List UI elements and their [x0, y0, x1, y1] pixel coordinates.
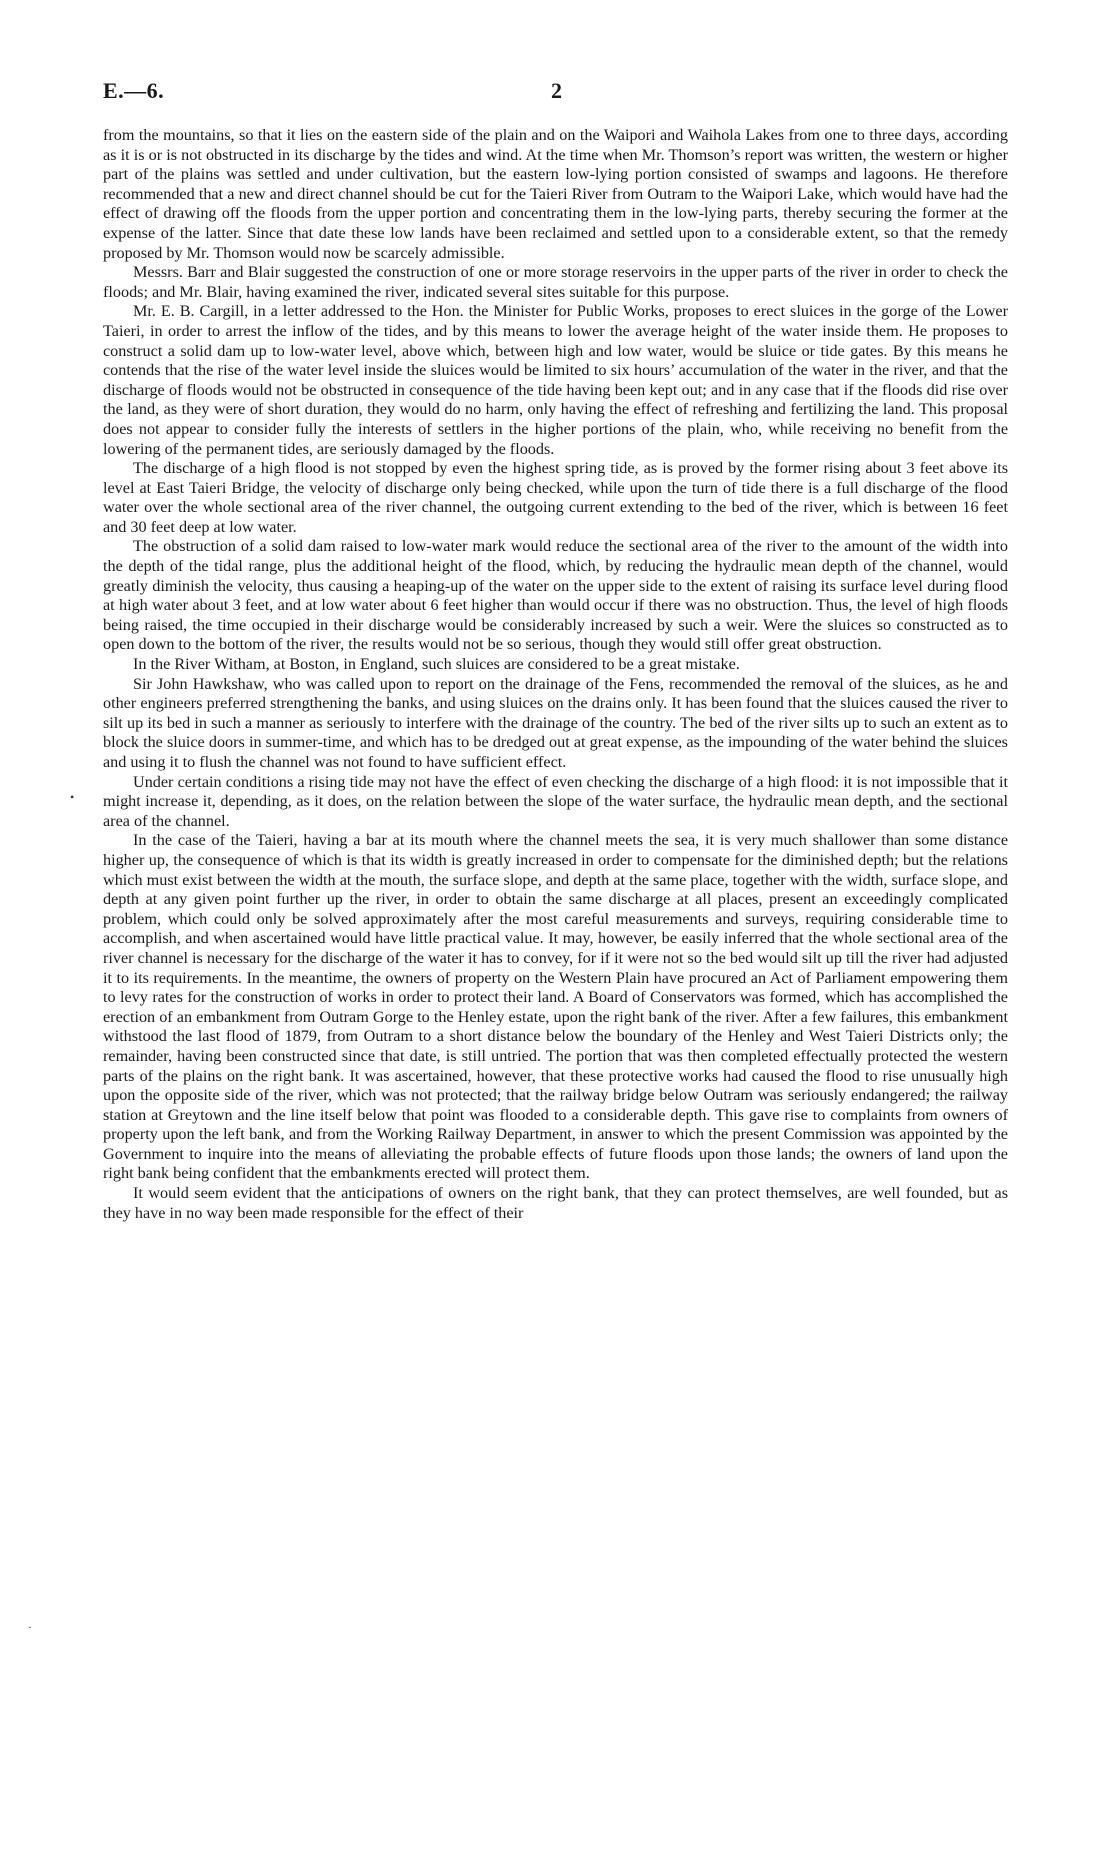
paragraph: Messrs. Barr and Blair suggested the construction of one or more storage reservoirs in the upper parts of the river in order to check the floods; and Mr. Blair, having examined the river, indicated several sites suitable for this purpose. [103, 263, 1008, 301]
paragraph: In the River Witham, at Boston, in England, such sluices are considered to be a great mistake. [133, 655, 740, 674]
body-text [103, 126, 1008, 1223]
margin-speck: · [28, 1620, 32, 1634]
margin-speck: • [70, 790, 75, 804]
paragraph: The discharge of a high flood is not stopped by even the highest spring tide, as is proved by the former rising about 3 feet above its level at East Taieri Bridge, the velocity of discharge only being checked, while upon the turn of tide there is a full discharge of the flood water over the whole sectional area of the river channel, the outgoing current extending to the bed of the river, which is between 16 feet and 30 feet deep at low water. [103, 459, 1008, 536]
page-number: 2 [551, 78, 562, 103]
document-reference: E.—6. [103, 78, 165, 103]
paragraph: from the mountains, so that it lies on the eastern side of the plain and on the Waipori and Waihola Lakes from one to three days, according as it is or is not obstructed in its discharge by the tides and wind. At the time when Mr. Thomson’s report was written, the western or higher part of the plains was settled and under cultivation, but the eastern low-lying portion consisted of swamps and lagoons. He therefore recommended that a new and direct channel should be cut for the Taieri River from Outram to the Waipori Lake, which would have had the effect of drawing off the floods from the upper portion and concentrating them in the low-lying parts, thereby securing the former at the expense of the latter. Since that date these low lands have been reclaimed and settled upon to a considerable extent, so that the remedy proposed by Mr. Thomson would now be scarcely admissible. [103, 126, 1008, 262]
paragraph: The obstruction of a solid dam raised to low-water mark would reduce the sectional area of the river to the amount of the width into the depth of the tidal range, plus the additional height of the flood, which, by reducing the hydraulic mean depth of the channel, would greatly diminish the velocity, thus causing a heaping-up of the water on the upper side to the extent of raising its surface level during flood at high water about 3 feet, and at low water about 6 feet higher than would occur if there was no obstruction. Thus, the level of high floods being raised, the time occupied in their discharge would be considerably increased by such a weir. Were the sluices so constructed as to open down to the bottom of the river, the results would not be so serious, though they would still offer great obstruction. [103, 537, 1008, 654]
paragraph: It would seem evident that the anticipations of owners on the right bank, that they can protect themselves, are well founded, but as they have in no way been made responsible for the effect of their [103, 1184, 1008, 1222]
page-header [103, 78, 1023, 104]
paragraph: Mr. E. B. Cargill, in a letter addressed to the Hon. the Minister for Public Works, proposes to erect sluices in the gorge of the Lower Taieri, in order to arrest the inflow of the tides, and by this means to lower the average height of the water inside them. He proposes to construct a solid dam up to low-water level, above which, between high and low water, would be sluice or tide gates. By this means he contends that the rise of the water level inside the sluices would be limited to six hours’ accumulation of the water in the river, and that the discharge of floods would not be obstructed in consequence of the tide having been kept out; and in any case that if the floods did rise over the land, as they were of short duration, they would do no harm, only having the effect of refreshing and fertilizing the land. This proposal does not appear to consider fully the interests of settlers in the higher portions of the plain, who, while receiving no benefit from the lowering of the permanent tides, are seriously damaged by the floods. [103, 302, 1008, 458]
paragraph: Sir John Hawkshaw, who was called upon to report on the drainage of the Fens, recommended the removal of the sluices, as he and other engineers preferred strengthening the banks, and using sluices on the drains only. It has been found that the sluices caused the river to silt up its bed in such a manner as seriously to interfere with the drainage of the country. The bed of the river silts up to such an extent as to block the sluice doors in summer-time, and which has to be dredged out at great expense, as the impounding of the water behind the sluices and using it to flush the channel was not found to have sufficient effect. [103, 674, 1008, 771]
paragraph: Under certain conditions a rising tide may not have the effect of even checking the discharge of a high flood: it is not impossible that it might increase it, depending, as it does, on the relation between the slope of the water surface, the hydraulic mean depth, and the sectional area of the channel. [103, 772, 1008, 830]
paragraph: In the case of the Taieri, having a bar at its mouth where the channel meets the sea, it is very much shallower than some distance higher up, the consequence of which is that its width is greatly increased in order to compensate for the diminished depth; but the relations which must exist between the width at the mouth, the surface slope, and depth at the same place, together with the width, surface slope, and depth at any given point further up the river, in order to obtain the same discharge at all places, present an exceedingly complicated problem, which could only be solved approximately after the most careful measurements and surveys, requiring considerable time to accomplish, and when ascertained would have little practical value. It may, however, be easily inferred that the whole sectional area of the river channel is necessary for the discharge of the water it has to convey, for if it were not so the bed would silt up till the river had adjusted it to its requirements. In the meantime, the owners of property on the Western Plain have procured an Act of Parliament empowering them to levy rates for the construction of works in order to protect their land. A Board of Conservators was formed, which has accomplished the erection of an embankment from Outram Gorge to the Henley estate, upon the right bank of the river. After a few failures, this embankment withstood the last flood of 1879, from Outram to a short distance below the boundary of the Henley and West Taieri Districts only; the remainder, having been constructed since that date, is still untried. The portion that was then completed effectually protected the western parts of the plains on the right bank. It was ascertained, however, that these protective works had caused the flood to rise unusually high upon the opposite side of the river, which was not protected; that the railway bridge below Outram was seriously endangered; the railway station at Greytown and the line itself below that point was flooded to a considerable depth. This gave rise to complaints from owners of property upon the left bank, and from the Working Railway Department, in answer to which the present Commission was appointed by the Government to inquire into the means of alleviating the probable effects of future floods upon those lands; the owners of land upon the right bank being confident that the embankments erected will protect them. [103, 831, 1008, 1183]
